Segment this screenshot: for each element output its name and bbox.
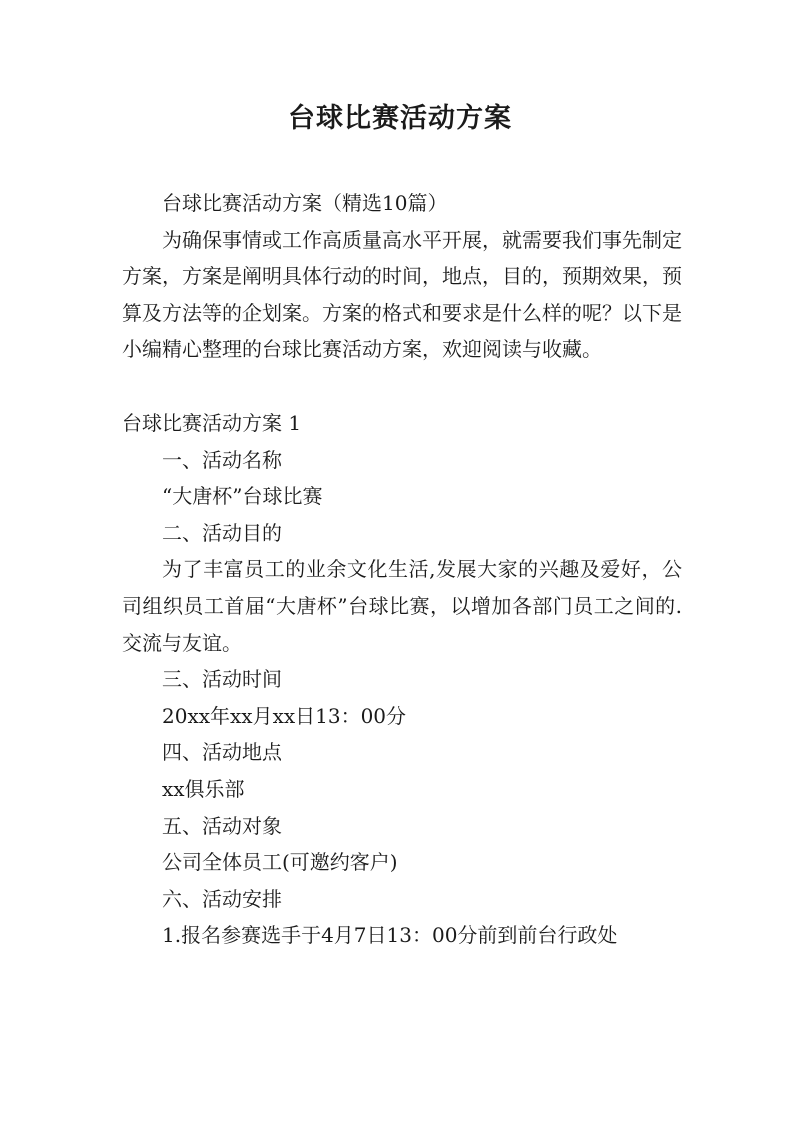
activity-place-label: 四、活动地点 xyxy=(162,740,282,765)
activity-purpose-value: 为了丰富员工的业余文化生活,发展大家的兴趣及爱好，公司组织员工首届“大唐杯”台球比赛，以增加各部门员工之间的.交流与友谊。 xyxy=(122,557,682,655)
activity-target-value: 公司全体员工(可邀约客户) xyxy=(162,850,398,875)
activity-arrange-label: 六、活动安排 xyxy=(162,886,282,911)
activity-purpose-label: 二、活动目的 xyxy=(162,520,282,545)
activity-name-value: “大唐杯”台球比赛 xyxy=(162,484,323,509)
activity-place-value: xx俱乐部 xyxy=(162,776,245,801)
activity-target-label: 五、活动对象 xyxy=(162,813,282,838)
paragraph-gap xyxy=(122,368,682,405)
document-body xyxy=(122,185,682,954)
subtitle: 台球比赛活动方案（精选10篇） xyxy=(162,191,448,215)
activity-arrange-item: 1.报名参赛选手于4月7日13：00分前到前台行政处 xyxy=(162,923,618,948)
activity-time-value: 20xx年xx月xx日13：00分 xyxy=(162,703,407,728)
activity-time-label: 三、活动时间 xyxy=(162,667,282,692)
section-heading: 台球比赛活动方案 1 xyxy=(122,410,302,435)
activity-name-label: 一、活动名称 xyxy=(162,447,282,472)
intro-paragraph: 为确保事情或工作高质量高水平开展，就需要我们事先制定方案，方案是阐明具体行动的时间，地点，目的，预期效果，预算及方法等的企划案。方案的格式和要求是什么样的呢？以下是小编精心整理的台球比赛活动方案，欢迎阅读与收藏。 xyxy=(122,227,682,362)
document-title: 台球比赛活动方案 xyxy=(288,103,512,134)
